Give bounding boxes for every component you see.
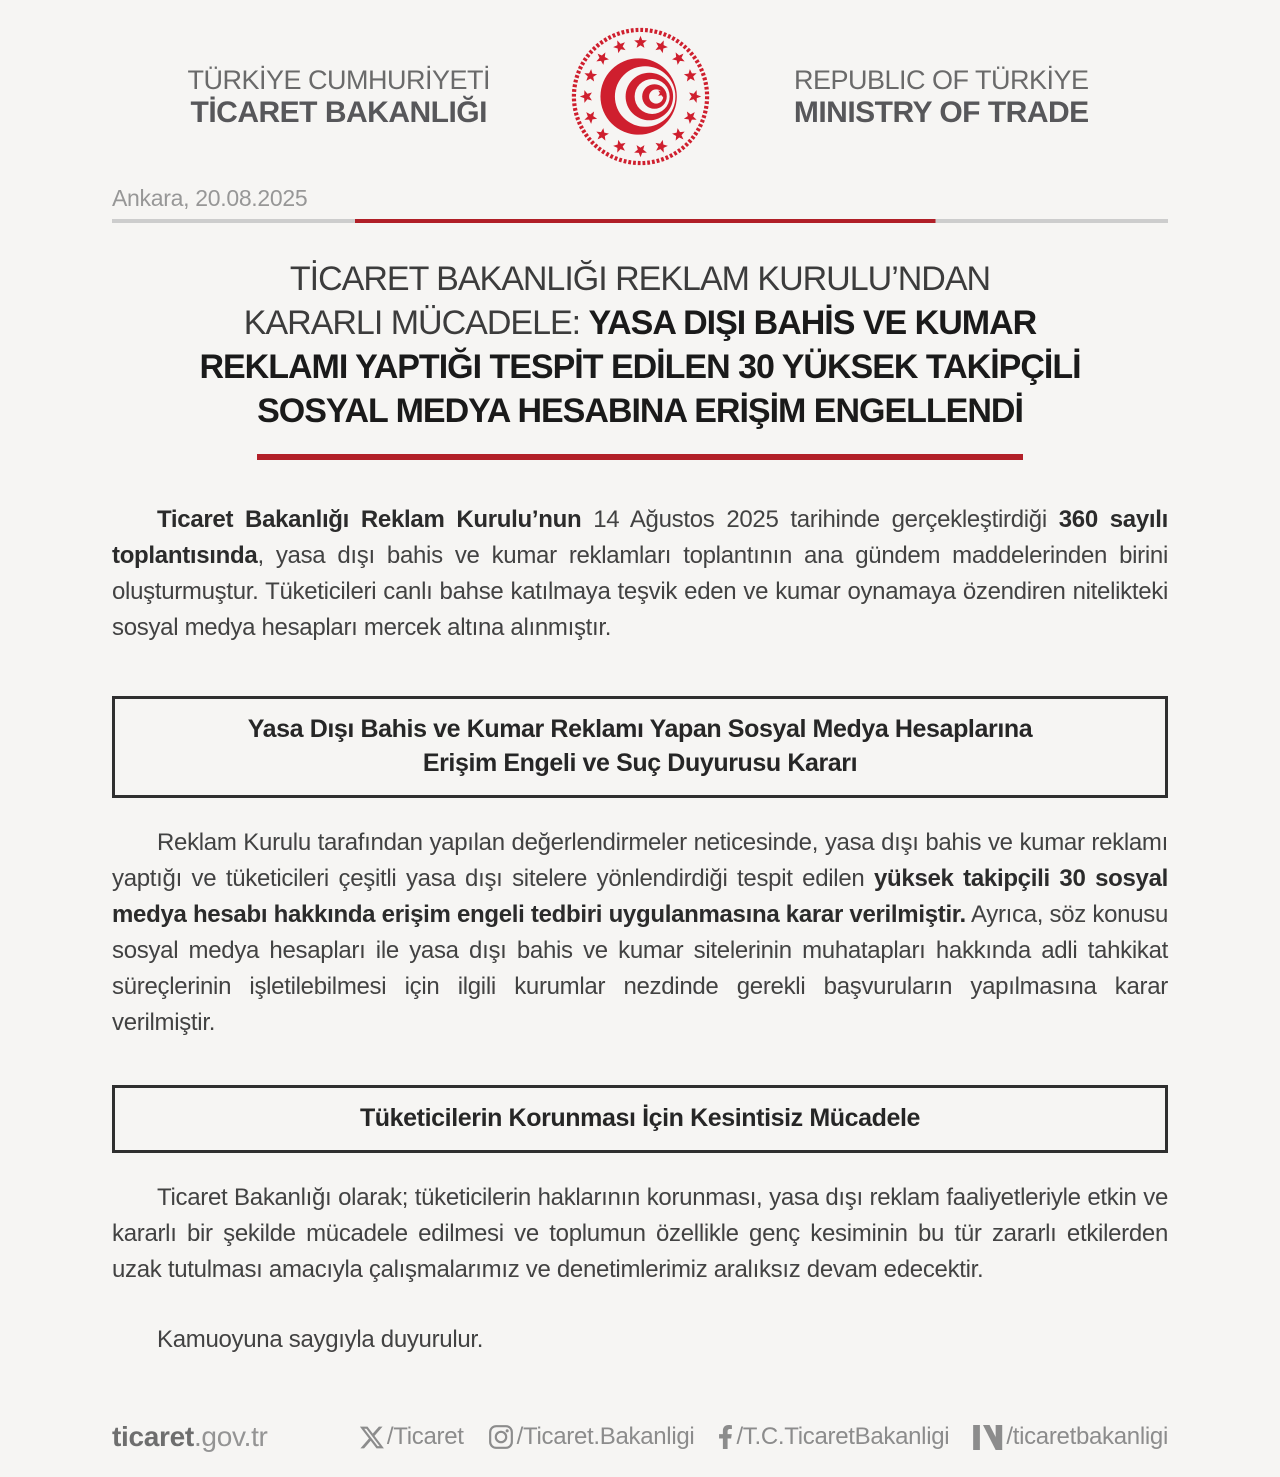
section-heading-box-2 [112, 1085, 1168, 1153]
section-heading-box-1 [112, 696, 1168, 798]
section-1-heading-line-1: Yasa Dışı Bahis ve Kumar Reklamı Yapan Sosyal Medya Hesaplarına [247, 715, 1033, 743]
section-2-heading-line-1: Tüketicilerin Korunması İçin Kesintisiz Mücadele [359, 1104, 921, 1132]
paragraph-3: Ticaret Bakanlığı olarak; tüketicilerin haklarının korunması, yasa dışı reklam faaliyetleriyle etkin ve kararlı bir şekilde mücadele edilmesi ve toplumun özellikle genç kesiminin bu tür zararlı etkilerden uzak tutulması amacıyla çalışmalarımız ve denetimlerimiz aralıksız devam edecektir. [112, 1184, 1168, 1283]
website-rest-part: .gov.tr [193, 1421, 268, 1452]
title-line-2: KARARLI MÜCADELE: YASA DIŞI BAHİS VE KUMAR [243, 304, 1037, 342]
header-right-line1: REPUBLIC OF TÜRKİYE [793, 64, 1089, 95]
nsosyal-handle: /ticaretbakanligi [1006, 1423, 1168, 1450]
x-icon [360, 1426, 384, 1449]
website-bold-part: ticaret [112, 1421, 194, 1452]
section-1-heading-line-2: Erişim Engeli ve Suç Duyurusu Kararı [422, 749, 858, 777]
header-left-title [112, 64, 566, 130]
nsosyal-icon [973, 1425, 1003, 1450]
footer [112, 1421, 1168, 1477]
facebook-icon [718, 1424, 733, 1450]
title-line-3: REKLAMI YAPTIĞI TESPİT EDİLEN 30 YÜKSEK TAKİPÇİLİ [199, 348, 1081, 386]
page-title [112, 257, 1168, 433]
title-line-1: TİCARET BAKANLIĞI REKLAM KURULU’NDAN [289, 260, 991, 298]
dateline: Ankara, 20.08.2025 [112, 185, 308, 211]
title-underline-bar [257, 454, 1023, 460]
header-left-line1: TÜRKİYE CUMHURİYETİ [187, 64, 491, 95]
closing-statement: Kamuoyuna saygıyla duyurulur. [157, 1326, 484, 1353]
facebook-handle: /T.C.TicaretBakanligi [736, 1423, 950, 1450]
paragraph-1: Ticaret Bakanlığı Reklam Kurulu’nun 14 Ağustos 2025 tarihinde gerçekleştirdiği 360 sayılı toplantısında, yasa dışı bahis ve kumar reklamları toplantının ana gündem maddelerinden birini oluşturmuştur. Tüketicileri canlı bahse katılmaya teşvik eden ve kumar oynamaya özendiren nitelikteki sosyal medya hesapları mercek altına alınmıştır. [112, 506, 1169, 641]
dateline-rule [112, 219, 1168, 223]
header [112, 22, 1168, 171]
social-link-x[interactable] [360, 1423, 464, 1451]
x-handle: /Ticaret [386, 1423, 464, 1450]
social-links [360, 1423, 1168, 1451]
instagram-handle: /Ticaret.Bakanligi [516, 1423, 695, 1450]
title-line-4: SOSYAL MEDYA HESABINA ERİŞİM ENGELLENDİ [257, 392, 1023, 430]
header-right-title [715, 64, 1169, 130]
ministry-of-trade-emblem-icon [566, 22, 715, 171]
header-left-line2: TİCARET BAKANLIĞI [190, 95, 487, 129]
social-link-instagram[interactable] [488, 1423, 695, 1451]
social-link-nsosyal[interactable] [973, 1423, 1168, 1451]
header-right-line2: MINISTRY OF TRADE [793, 95, 1089, 129]
social-link-facebook[interactable] [718, 1423, 949, 1451]
website-link[interactable] [112, 1421, 268, 1453]
paragraph-2: Reklam Kurulu tarafından yapılan değerlendirmeler neticesinde, yasa dışı bahis ve kumar reklamı yaptığı ve tüketicileri çeşitli yasa dışı sitelere yönlendirdiği tespit edilen yüksek takipçili 30 sosyal medya hesabı hakkında erişim engeli tedbiri uygulanmasına karar verilmiştir. Ayrıca, söz konusu sosyal medya hesapları ile yasa dışı bahis ve kumar sitelerinin muhatapları hakkında adli tahkikat süreçlerinin işletilebilmesi için ilgili kurumlar nezdinde gerekli başvuruların yapılmasına karar verilmiştir. [112, 829, 1168, 1036]
instagram-icon [488, 1424, 514, 1450]
